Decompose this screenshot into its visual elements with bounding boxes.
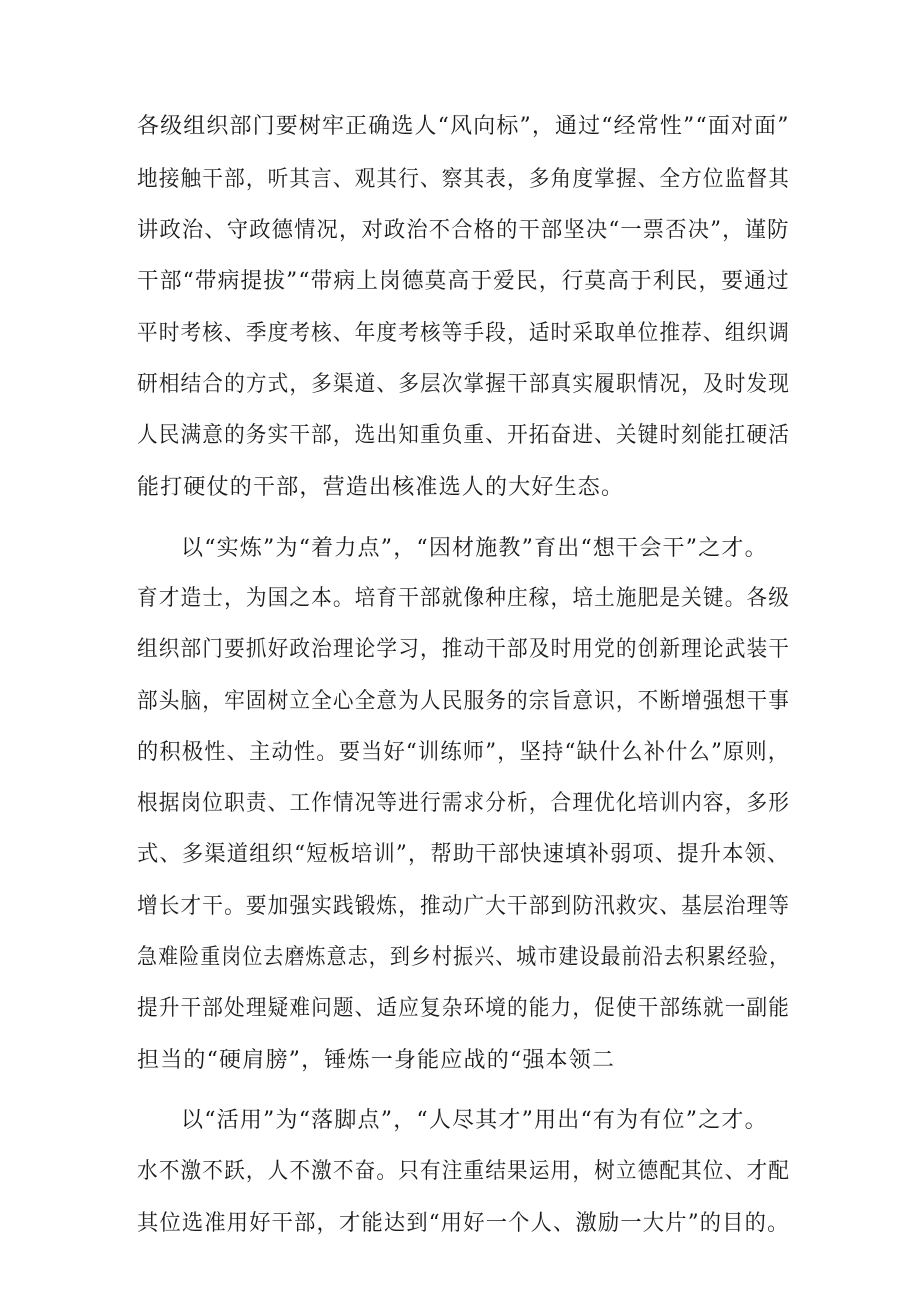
text-line: 各级组织部门要树牢正确选人“风向标”，通过“经常性”“面对面” xyxy=(137,114,790,139)
text-line: 组织部门要抓好政治理论学习，推动干部及时用党的创新理论武装干 xyxy=(137,637,791,662)
text-line: 增长才干。要加强实践锻炼，推动广大干部到防汛救灾、基层治理等 xyxy=(137,894,791,919)
paragraph-heading: 以“实炼”为“着力点”，“因材施教”育出“想干会干”之才。 xyxy=(181,536,768,561)
text-line: 地接触干部，听其言、观其行、察其表，多角度掌握、全方位监督其 xyxy=(137,167,791,192)
text-line: 水不激不跃，人不激不奋。只有注重结果运用，树立德配其位、才配 xyxy=(137,1159,791,1184)
text-line: 担当的“硬肩膀”，锤炼一身能应战的“强本领二 xyxy=(137,1048,616,1073)
text-line: 平时考核、季度考核、年度考核等手段，适时采取单位推荐、组织调 xyxy=(137,321,791,346)
text-line: 讲政治、守政德情况，对政治不合格的干部坚决“一票否决”，谨防 xyxy=(137,218,790,243)
text-line: 急难险重岗位去磨炼意志，到乡村振兴、城市建设最前沿去积累经验， xyxy=(137,945,791,970)
paragraph-heading: 以“活用”为“落脚点”，“人尽其才”用出“有为有位”之才。 xyxy=(181,1108,768,1133)
text-line: 人民满意的务实干部，选出知重负重、开拓奋进、关键时刻能扛硬活 xyxy=(137,423,791,448)
text-line: 干部“带病提拔”“带病上岗德莫高于爱民，行莫高于利民，要通过 xyxy=(137,269,790,294)
text-line: 育才造士，为国之本。培育干部就像种庄稼，培土施肥是关键。各级 xyxy=(137,586,791,611)
text-line: 能打硬仗的干部，营造出核准选人的大好生态。 xyxy=(137,475,625,500)
text-line: 提升干部处理疑难问题、适应复杂环境的能力，促使干部练就一副能 xyxy=(137,996,791,1021)
text-line: 部头脑，牢固树立全心全意为人民服务的宗旨意识，不断增强想干事 xyxy=(137,689,791,714)
text-line: 其位选准用好干部，才能达到“用好一个人、激励一大片”的目的。 xyxy=(137,1211,790,1236)
text-line: 式、多渠道组织“短板培训”，帮助干部快速填补弱项、提升本领、 xyxy=(137,842,790,867)
text-line: 研相结合的方式，多渠道、多层次掌握干部真实履职情况，及时发现 xyxy=(137,372,791,397)
text-line: 根据岗位职责、工作情况等进行需求分析，合理优化培训内容，多形 xyxy=(137,791,791,816)
text-line: 的积极性、主动性。要当好“训练师”，坚持“缺什么补什么”原则， xyxy=(137,740,791,765)
